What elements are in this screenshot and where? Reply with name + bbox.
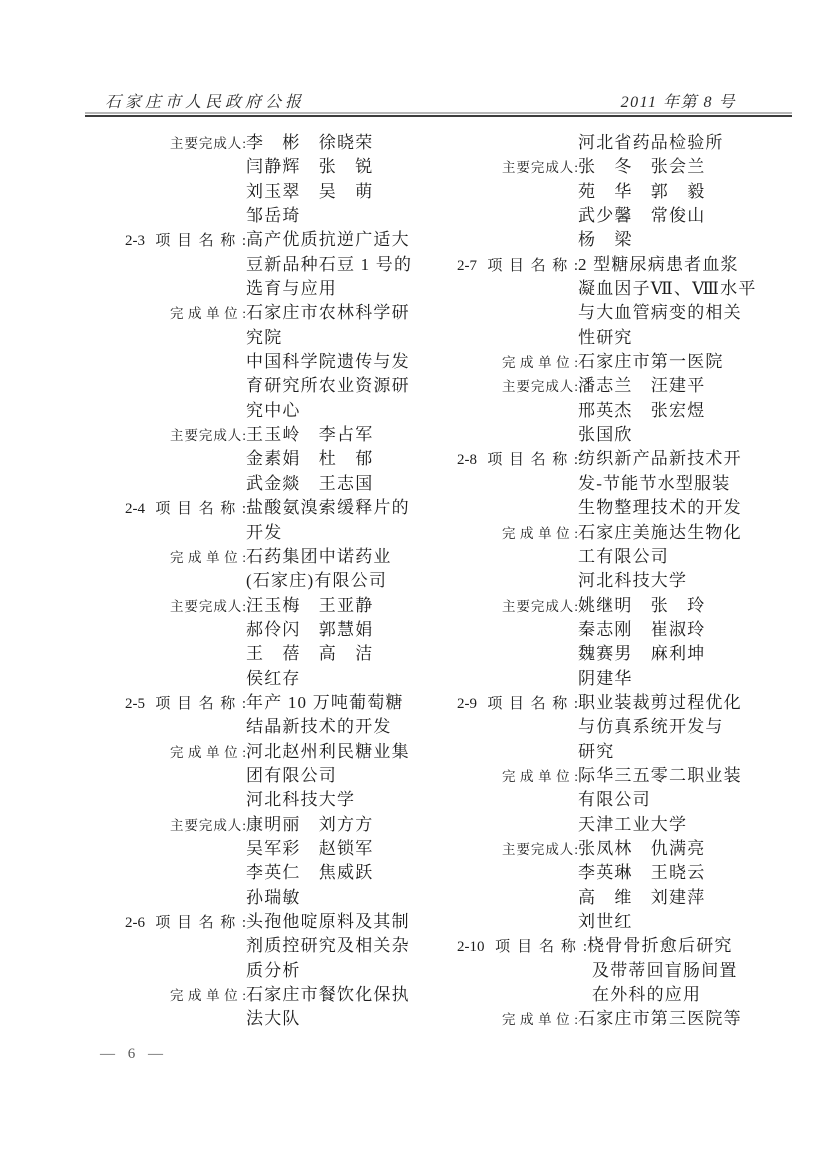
document-line [105, 131, 427, 155]
line-text: 武金燚 王志国 [246, 473, 374, 493]
document-line [437, 618, 759, 642]
line-text: 石家庄市第一医院 [578, 352, 724, 372]
project-heading [125, 692, 246, 716]
document-line [105, 1007, 427, 1031]
line-text: 高 维 刘建萍 [578, 887, 706, 907]
project-number: 2-8 [457, 452, 477, 469]
line-text: 年产 10 万吨葡萄糖 [246, 692, 404, 712]
document-line [437, 1007, 759, 1031]
line-text: 究院 [246, 327, 283, 347]
line-text: 姚继明 张 玲 [578, 595, 706, 615]
project-label: 项目名称: [495, 939, 588, 956]
line-text: 张国欣 [578, 425, 633, 445]
line-text: 张凤林 仇满亮 [578, 838, 706, 858]
document-line [437, 521, 759, 545]
document-line [437, 934, 759, 958]
person-label: 主要完成人: [502, 160, 578, 176]
line-text: 与仿真系统开发与 [578, 717, 724, 737]
document-line [437, 228, 759, 252]
unit-label: 完成单位: [170, 988, 246, 1004]
project-label: 项目名称: [155, 233, 247, 250]
line-text: 石家庄市第三医院等 [578, 1009, 742, 1029]
line-text: 吴军彩 赵锁军 [246, 838, 374, 858]
person-label: 主要完成人: [502, 841, 578, 857]
line-text: 高产优质抗逆广适大 [246, 230, 410, 250]
project-number: 2-6 [125, 915, 145, 931]
line-text: 质分析 [246, 960, 301, 980]
line-text: (石家庄)有限公司 [246, 571, 388, 591]
document-line [437, 496, 759, 520]
line-text: 张 冬 张会兰 [578, 157, 706, 177]
person-label: 主要完成人: [170, 136, 246, 151]
line-text: 育研究所农业资源研 [246, 376, 410, 396]
document-line [105, 861, 427, 885]
document-line [437, 301, 759, 325]
line-text: 石家庄美施达生物化 [578, 522, 742, 542]
line-text: 发-节能节水型服装 [578, 473, 731, 493]
line-text: 在外科的应用 [592, 985, 702, 1005]
person-label: 主要完成人: [170, 817, 246, 833]
document-line [437, 667, 759, 691]
line-text: 潘志兰 汪建平 [578, 376, 706, 396]
project-number: 2-5 [125, 695, 145, 712]
project-label: 项目名称: [487, 257, 579, 274]
header-publication-title: 石家庄市人民政府公报 [105, 94, 306, 111]
project-number: 2-4 [125, 501, 145, 518]
document-line [105, 740, 427, 764]
line-text: 性研究 [578, 327, 633, 347]
document-line [105, 910, 427, 934]
document-line [437, 277, 759, 301]
line-text: 邢英杰 张宏煜 [578, 400, 706, 420]
line-text: 豆新品种石豆 1 号的 [246, 254, 413, 274]
document-line [105, 934, 427, 958]
document-line [105, 837, 427, 861]
line-text: 康明丽 刘方方 [246, 814, 374, 834]
document-line [437, 545, 759, 569]
document-line [105, 350, 427, 374]
line-text: 孙瑞敏 [246, 887, 301, 907]
line-text: 际华三五零二职业装 [578, 765, 742, 785]
line-text: 头孢他啶原料及其制 [246, 912, 410, 931]
document-line [105, 545, 427, 569]
document-line [105, 155, 427, 179]
document-line [105, 715, 427, 739]
line-text: 河北科技大学 [246, 790, 356, 810]
document-line [105, 764, 427, 788]
line-text: 研究 [578, 741, 615, 761]
unit-label: 完成单位: [502, 355, 578, 371]
project-heading [457, 448, 578, 472]
page-number: — 6 — [100, 1046, 163, 1062]
project-heading [457, 254, 578, 278]
document-line [437, 813, 759, 837]
line-text: 苑 华 郭 毅 [578, 181, 706, 201]
document-line [105, 180, 427, 204]
document-line [437, 374, 759, 398]
line-text: 侯红存 [246, 668, 301, 688]
document-line [437, 253, 759, 277]
document-line [437, 715, 759, 739]
document-line [437, 180, 759, 204]
line-text: 法大队 [246, 1009, 301, 1029]
document-line [105, 326, 427, 350]
line-text: 李英琳 王晓云 [578, 863, 706, 883]
document-line [105, 667, 427, 691]
document-line [105, 423, 427, 447]
project-number: 2-10 [457, 939, 485, 956]
line-text: 及带蒂回盲肠间置 [592, 960, 738, 980]
document-line [105, 228, 427, 252]
document-line [105, 788, 427, 812]
project-heading [457, 935, 587, 959]
project-label: 项目名称: [487, 695, 579, 712]
document-line [437, 983, 759, 1007]
document-line [105, 594, 427, 618]
line-text: 秦志刚 崔淑玲 [578, 619, 706, 639]
line-text: 河北赵州利民糖业集 [246, 741, 410, 761]
line-text: 李英仁 焦威跃 [246, 863, 374, 883]
text-column-left [105, 131, 427, 1032]
line-text: 盐酸氨溴索缓释片的 [246, 498, 410, 518]
line-text: 李 彬 徐晓荣 [246, 133, 374, 152]
line-text: 王玉岭 李占军 [246, 425, 374, 445]
line-text: 纺织新产品新技术开 [578, 449, 742, 469]
line-text: 团有限公司 [246, 765, 337, 785]
document-line [437, 447, 759, 471]
document-line [105, 204, 427, 228]
line-text: 桡骨骨折愈后研究 [587, 936, 733, 956]
document-line [437, 764, 759, 788]
unit-label: 完成单位: [502, 1012, 578, 1028]
document-line [105, 569, 427, 593]
line-text: 邹岳琦 [246, 206, 301, 226]
document-line [437, 594, 759, 618]
line-text: 河北科技大学 [578, 571, 688, 591]
document-line [105, 472, 427, 496]
line-text: 汪玉梅 王亚静 [246, 595, 374, 615]
document-line [105, 374, 427, 398]
line-text: 郝伶闪 郭慧娟 [246, 619, 374, 639]
project-number: 2-7 [457, 257, 477, 274]
document-line [437, 423, 759, 447]
document-line [437, 569, 759, 593]
document-line [437, 691, 759, 715]
header-issue-number: 2011 年第 8 号 [620, 94, 736, 111]
document-line [437, 837, 759, 861]
line-text: 工有限公司 [578, 546, 669, 566]
line-text: 武少馨 常俊山 [578, 206, 706, 226]
project-heading [125, 911, 246, 935]
line-text: 石药集团中诺药业 [246, 546, 392, 566]
line-text: 结晶新技术的开发 [246, 717, 392, 737]
document-line [437, 642, 759, 666]
line-text: 选育与应用 [246, 279, 337, 299]
person-label: 主要完成人: [502, 598, 578, 614]
line-text: 阴建华 [578, 668, 633, 688]
document-line [105, 521, 427, 545]
line-text: 开发 [246, 522, 283, 542]
document-line [105, 983, 427, 1007]
unit-label: 完成单位: [170, 549, 246, 565]
document-line [437, 472, 759, 496]
project-label: 项目名称: [155, 915, 247, 931]
line-text: 天津工业大学 [578, 814, 688, 834]
document-line [437, 910, 759, 934]
project-number: 2-3 [125, 233, 145, 250]
project-label: 项目名称: [155, 501, 247, 518]
project-label: 项目名称: [487, 452, 579, 469]
unit-label: 完成单位: [502, 768, 578, 784]
line-text: 刘世红 [578, 912, 633, 931]
line-text: 有限公司 [578, 790, 651, 810]
document-line [105, 301, 427, 325]
document-line [437, 861, 759, 885]
document-line [437, 204, 759, 228]
project-heading [457, 692, 578, 716]
line-text: 石家庄市餐饮化保执 [246, 985, 410, 1005]
unit-label: 完成单位: [170, 306, 246, 322]
person-label: 主要完成人: [502, 379, 578, 395]
document-line [437, 788, 759, 812]
document-line [437, 350, 759, 374]
line-text: 2 型糖尿病患者血浆 [578, 254, 739, 274]
person-label: 主要完成人: [170, 428, 246, 444]
document-line [105, 399, 427, 423]
line-text: 闫静辉 张 锐 [246, 157, 374, 177]
line-text: 刘玉翠 吴 萌 [246, 181, 374, 201]
line-text: 金素娟 杜 郁 [246, 449, 374, 469]
line-text: 与大血管病变的相关 [578, 303, 742, 323]
project-heading [125, 229, 246, 253]
document-line [105, 618, 427, 642]
document-line [437, 959, 759, 983]
document-line [105, 496, 427, 520]
document-line [105, 959, 427, 983]
document-line [437, 131, 759, 155]
text-column-right [437, 131, 759, 1032]
line-text: 王 蓓 高 洁 [246, 644, 374, 664]
document-line [437, 399, 759, 423]
document-line [437, 740, 759, 764]
line-text: 魏赛男 麻利坤 [578, 644, 706, 664]
line-text: 剂质控研究及相关杂 [246, 936, 410, 956]
project-number: 2-9 [457, 695, 477, 712]
document-line [105, 277, 427, 301]
line-text: 河北省药品检验所 [578, 133, 724, 152]
document-line [437, 326, 759, 350]
project-heading [125, 497, 246, 521]
header-rule [85, 115, 792, 117]
line-text: 杨 梁 [578, 230, 633, 250]
line-text: 凝血因子Ⅶ、Ⅷ水平 [578, 279, 757, 299]
line-text: 石家庄市农林科学研 [246, 303, 410, 323]
document-line [105, 642, 427, 666]
document-line [105, 813, 427, 837]
line-text: 生物整理技术的开发 [578, 498, 742, 518]
document-line [105, 253, 427, 277]
line-text: 中国科学院遗传与发 [246, 352, 410, 372]
document-line [437, 886, 759, 910]
document-line [105, 886, 427, 910]
line-text: 职业装裁剪过程优化 [578, 692, 742, 712]
unit-label: 完成单位: [502, 525, 578, 541]
line-text: 究中心 [246, 400, 301, 420]
project-label: 项目名称: [155, 695, 247, 712]
unit-label: 完成单位: [170, 744, 246, 760]
person-label: 主要完成人: [170, 598, 246, 614]
document-line [437, 155, 759, 179]
document-line [105, 691, 427, 715]
document-line [105, 447, 427, 471]
